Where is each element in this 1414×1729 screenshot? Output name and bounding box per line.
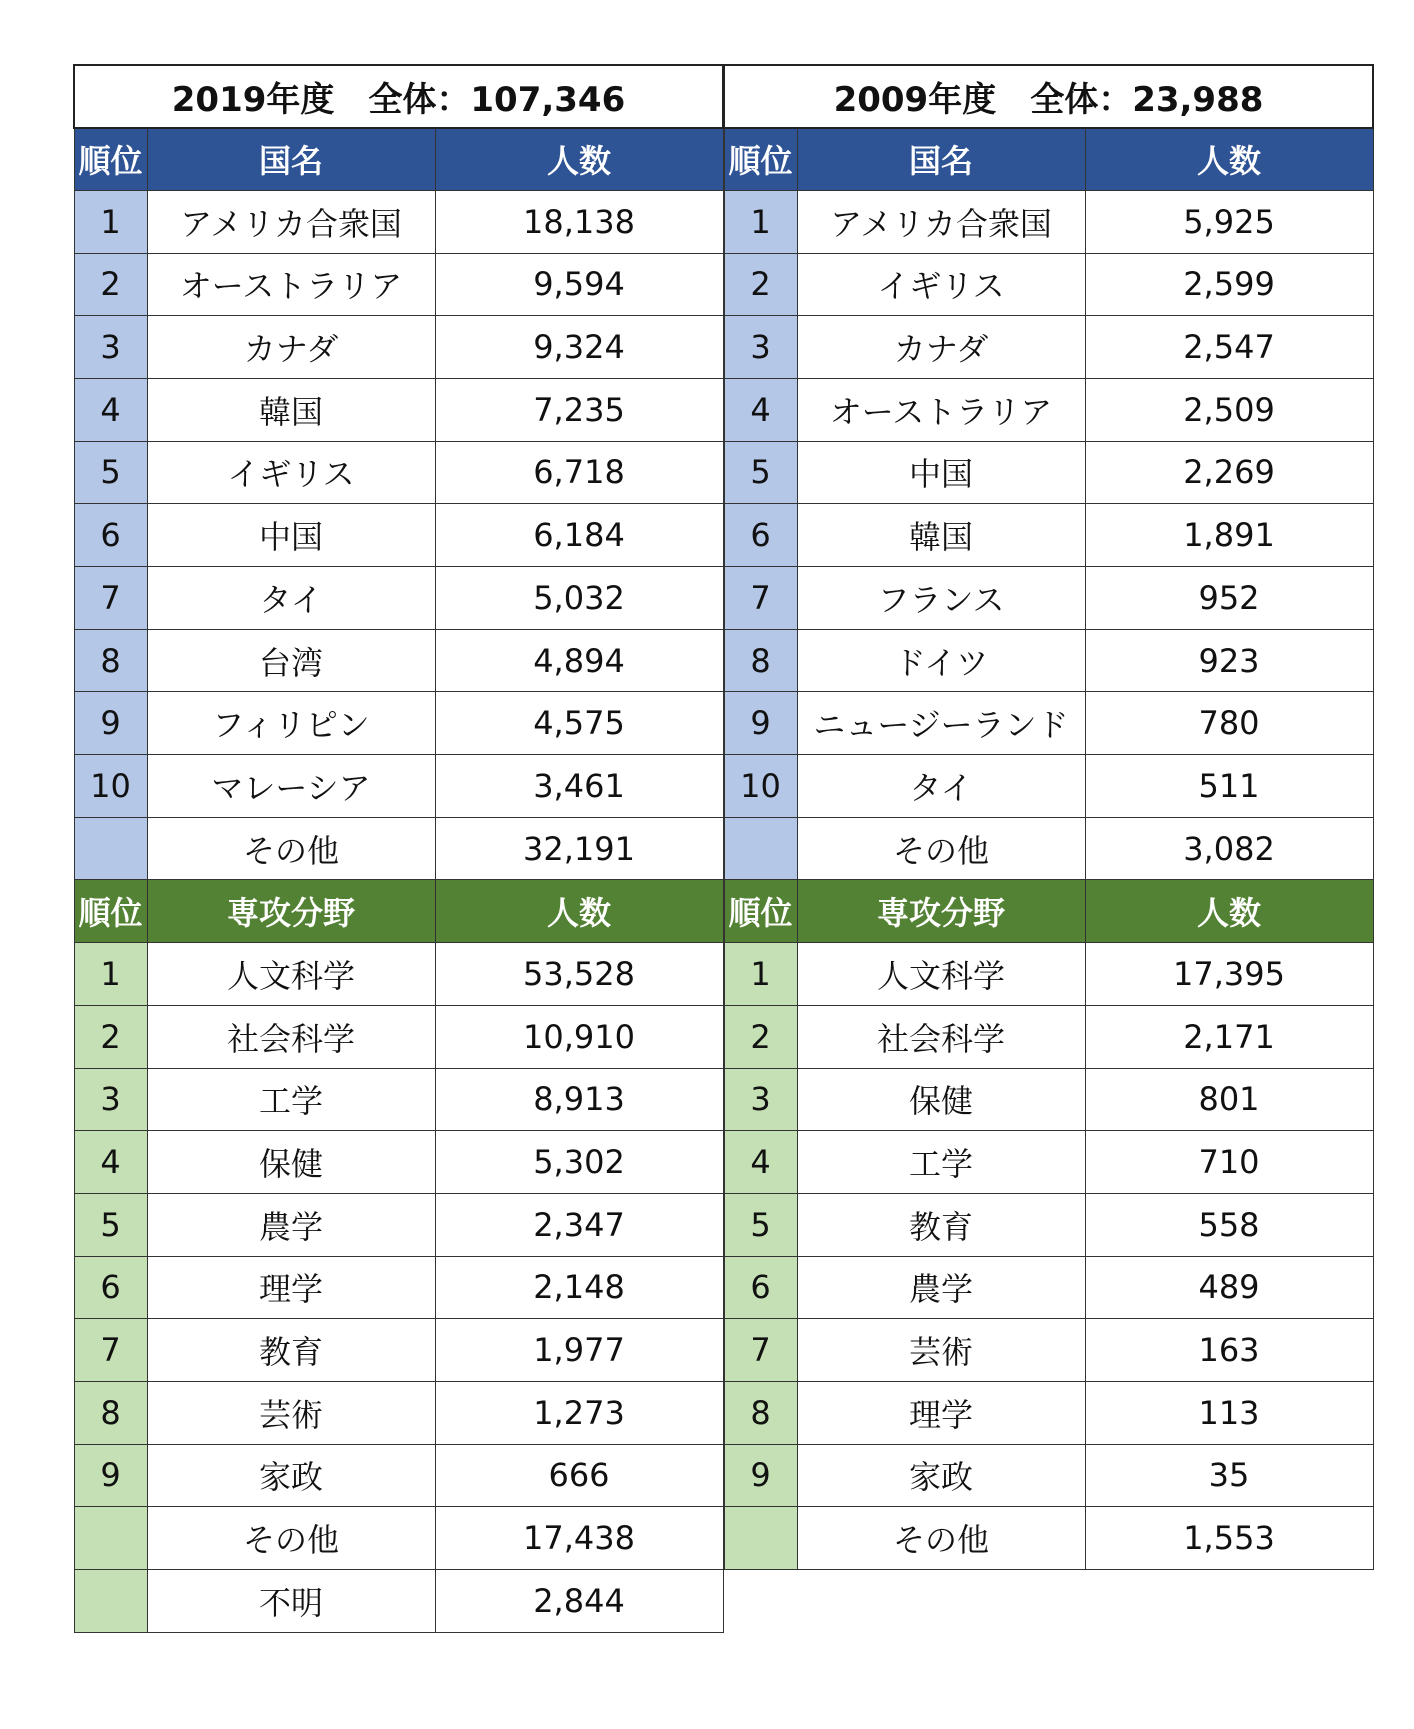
name-cell: 保健 [147, 1131, 435, 1194]
name-cell: 家政 [797, 1444, 1085, 1507]
header-name: 専攻分野 [147, 880, 435, 943]
name-cell: オーストラリア [797, 378, 1085, 441]
field-header-row [724, 880, 1373, 943]
rank-cell: 3 [74, 316, 147, 379]
name-cell: 工学 [797, 1131, 1085, 1194]
table-row [74, 378, 723, 441]
table-row [74, 943, 723, 1006]
name-cell: 社会科学 [147, 1005, 435, 1068]
count-cell: 2,347 [435, 1193, 723, 1256]
rank-cell: 5 [74, 441, 147, 504]
count-cell: 923 [1085, 629, 1373, 692]
name-cell: 芸術 [147, 1381, 435, 1444]
name-cell: 芸術 [797, 1319, 1085, 1382]
table-row [724, 1068, 1373, 1131]
name-cell: オーストラリア [147, 253, 435, 316]
table-row [724, 253, 1373, 316]
count-cell: 7,235 [435, 378, 723, 441]
count-cell: 18,138 [435, 190, 723, 253]
count-cell: 558 [1085, 1193, 1373, 1256]
rank-cell: 2 [74, 1005, 147, 1068]
table-row [74, 253, 723, 316]
count-cell: 780 [1085, 692, 1373, 755]
count-cell: 113 [1085, 1381, 1373, 1444]
header-name: 国名 [147, 128, 435, 191]
count-cell: 4,575 [435, 692, 723, 755]
rank-cell: 9 [724, 1444, 797, 1507]
table-row [74, 755, 723, 818]
rank-cell: 10 [74, 755, 147, 818]
table-row [724, 567, 1373, 630]
count-cell: 17,395 [1085, 943, 1373, 1006]
rank-cell: 7 [74, 567, 147, 630]
table-row [724, 755, 1373, 818]
rank-cell: 2 [724, 253, 797, 316]
rank-cell: 1 [724, 190, 797, 253]
header-rank: 順位 [724, 128, 797, 191]
table-row [724, 378, 1373, 441]
header-rank: 順位 [74, 128, 147, 191]
header-rank: 順位 [74, 880, 147, 943]
rank-cell: 5 [724, 1193, 797, 1256]
rank-cell: 3 [74, 1068, 147, 1131]
count-cell: 801 [1085, 1068, 1373, 1131]
table-row [724, 1193, 1373, 1256]
table-row [74, 504, 723, 567]
count-cell: 2,171 [1085, 1005, 1373, 1068]
field-header-row [74, 880, 723, 943]
name-cell: 中国 [147, 504, 435, 567]
name-cell: 台湾 [147, 629, 435, 692]
table-row [74, 1381, 723, 1444]
table-row [74, 1256, 723, 1319]
name-cell: 不明 [147, 1570, 435, 1633]
table-row [74, 1131, 723, 1194]
count-cell: 163 [1085, 1319, 1373, 1382]
name-cell: フランス [797, 567, 1085, 630]
rank-cell: 3 [724, 316, 797, 379]
name-cell: アメリカ合衆国 [797, 190, 1085, 253]
table-row [724, 1131, 1373, 1194]
count-cell: 9,324 [435, 316, 723, 379]
rank-cell: 8 [74, 629, 147, 692]
name-cell: 社会科学 [797, 1005, 1085, 1068]
table-row [724, 190, 1373, 253]
rank-cell: 9 [74, 1444, 147, 1507]
name-cell: 教育 [797, 1193, 1085, 1256]
table-row [74, 629, 723, 692]
name-cell: アメリカ合衆国 [147, 190, 435, 253]
count-cell: 6,184 [435, 504, 723, 567]
rank-cell [74, 1507, 147, 1570]
table-row [74, 1005, 723, 1068]
table-row [74, 1570, 723, 1633]
table-row [74, 1507, 723, 1570]
count-cell: 2,148 [435, 1256, 723, 1319]
table-row [724, 1444, 1373, 1507]
rank-cell: 9 [724, 692, 797, 755]
name-cell: その他 [797, 1507, 1085, 1570]
name-cell: タイ [797, 755, 1085, 818]
rank-cell: 4 [724, 378, 797, 441]
rank-cell: 5 [74, 1193, 147, 1256]
table-row [724, 504, 1373, 567]
title-row [74, 65, 723, 128]
name-cell: 韓国 [147, 378, 435, 441]
name-cell: 農学 [147, 1193, 435, 1256]
count-cell: 3,082 [1085, 817, 1373, 880]
name-cell: 工学 [147, 1068, 435, 1131]
header-name: 専攻分野 [797, 880, 1085, 943]
table-row [724, 817, 1373, 880]
count-cell: 5,925 [1085, 190, 1373, 253]
count-cell: 489 [1085, 1256, 1373, 1319]
rank-cell [724, 1507, 797, 1570]
rank-cell: 3 [724, 1068, 797, 1131]
table-row [74, 316, 723, 379]
name-cell: 理学 [797, 1381, 1085, 1444]
table-row [724, 1319, 1373, 1382]
name-cell: ニュージーランド [797, 692, 1085, 755]
table-2019 [73, 64, 724, 1633]
count-cell: 710 [1085, 1131, 1373, 1194]
table-title: 2009年度 全体：23,988 [724, 65, 1373, 128]
table-row [724, 629, 1373, 692]
title-row [724, 65, 1373, 128]
name-cell: イギリス [797, 253, 1085, 316]
rank-cell: 2 [74, 253, 147, 316]
count-cell: 1,273 [435, 1381, 723, 1444]
rank-cell: 8 [724, 1381, 797, 1444]
name-cell: フィリピン [147, 692, 435, 755]
rank-cell: 7 [724, 567, 797, 630]
table-row [74, 190, 723, 253]
header-count: 人数 [435, 880, 723, 943]
name-cell: マレーシア [147, 755, 435, 818]
table-row [74, 1068, 723, 1131]
name-cell: 中国 [797, 441, 1085, 504]
count-cell: 5,032 [435, 567, 723, 630]
name-cell: その他 [147, 1507, 435, 1570]
count-cell: 4,894 [435, 629, 723, 692]
count-cell: 17,438 [435, 1507, 723, 1570]
table-row [724, 441, 1373, 504]
count-cell: 2,509 [1085, 378, 1373, 441]
table-row [724, 316, 1373, 379]
name-cell: 人文科学 [147, 943, 435, 1006]
count-cell: 1,553 [1085, 1507, 1373, 1570]
header-count: 人数 [1085, 128, 1373, 191]
table-title: 2019年度 全体：107,346 [74, 65, 723, 128]
table-row [724, 943, 1373, 1006]
rank-cell: 5 [724, 441, 797, 504]
country-header-row [74, 128, 723, 191]
header-rank: 順位 [724, 880, 797, 943]
count-cell: 952 [1085, 567, 1373, 630]
name-cell: その他 [147, 817, 435, 880]
count-cell: 9,594 [435, 253, 723, 316]
table-row [724, 1381, 1373, 1444]
rank-cell: 6 [74, 1256, 147, 1319]
count-cell: 511 [1085, 755, 1373, 818]
name-cell: イギリス [147, 441, 435, 504]
count-cell: 666 [435, 1444, 723, 1507]
table-2009 [723, 64, 1374, 1570]
rank-cell: 4 [74, 1131, 147, 1194]
table-row [74, 441, 723, 504]
name-cell: 教育 [147, 1319, 435, 1382]
name-cell: ドイツ [797, 629, 1085, 692]
count-cell: 3,461 [435, 755, 723, 818]
table-row [74, 1444, 723, 1507]
rank-cell: 8 [74, 1381, 147, 1444]
table-row [74, 817, 723, 880]
table-row [74, 567, 723, 630]
count-cell: 1,977 [435, 1319, 723, 1382]
rank-cell: 1 [74, 943, 147, 1006]
header-count: 人数 [1085, 880, 1373, 943]
header-name: 国名 [797, 128, 1085, 191]
header-count: 人数 [435, 128, 723, 191]
rank-cell: 10 [724, 755, 797, 818]
count-cell: 1,891 [1085, 504, 1373, 567]
table-row [724, 1507, 1373, 1570]
rank-cell [74, 1570, 147, 1633]
rank-cell: 7 [724, 1319, 797, 1382]
count-cell: 10,910 [435, 1005, 723, 1068]
count-cell: 2,844 [435, 1570, 723, 1633]
table-row [724, 1005, 1373, 1068]
name-cell: カナダ [797, 316, 1085, 379]
count-cell: 2,599 [1085, 253, 1373, 316]
rank-cell [74, 817, 147, 880]
table-row [74, 1193, 723, 1256]
rank-cell: 9 [74, 692, 147, 755]
rank-cell: 4 [74, 378, 147, 441]
count-cell: 2,547 [1085, 316, 1373, 379]
table-row [74, 692, 723, 755]
rank-cell: 7 [74, 1319, 147, 1382]
count-cell: 53,528 [435, 943, 723, 1006]
count-cell: 2,269 [1085, 441, 1373, 504]
name-cell: 農学 [797, 1256, 1085, 1319]
table-row [74, 1319, 723, 1382]
name-cell: カナダ [147, 316, 435, 379]
count-cell: 8,913 [435, 1068, 723, 1131]
rank-cell: 8 [724, 629, 797, 692]
name-cell: 理学 [147, 1256, 435, 1319]
rank-cell: 1 [724, 943, 797, 1006]
count-cell: 32,191 [435, 817, 723, 880]
count-cell: 5,302 [435, 1131, 723, 1194]
name-cell: 家政 [147, 1444, 435, 1507]
rank-cell: 6 [724, 1256, 797, 1319]
rank-cell: 6 [724, 504, 797, 567]
table-row [724, 1256, 1373, 1319]
rank-cell: 4 [724, 1131, 797, 1194]
table-row [724, 692, 1373, 755]
name-cell: その他 [797, 817, 1085, 880]
count-cell: 35 [1085, 1444, 1373, 1507]
country-header-row [724, 128, 1373, 191]
name-cell: 保健 [797, 1068, 1085, 1131]
name-cell: 韓国 [797, 504, 1085, 567]
name-cell: タイ [147, 567, 435, 630]
count-cell: 6,718 [435, 441, 723, 504]
rank-cell [724, 817, 797, 880]
rank-cell: 1 [74, 190, 147, 253]
rank-cell: 6 [74, 504, 147, 567]
name-cell: 人文科学 [797, 943, 1085, 1006]
rank-cell: 2 [724, 1005, 797, 1068]
